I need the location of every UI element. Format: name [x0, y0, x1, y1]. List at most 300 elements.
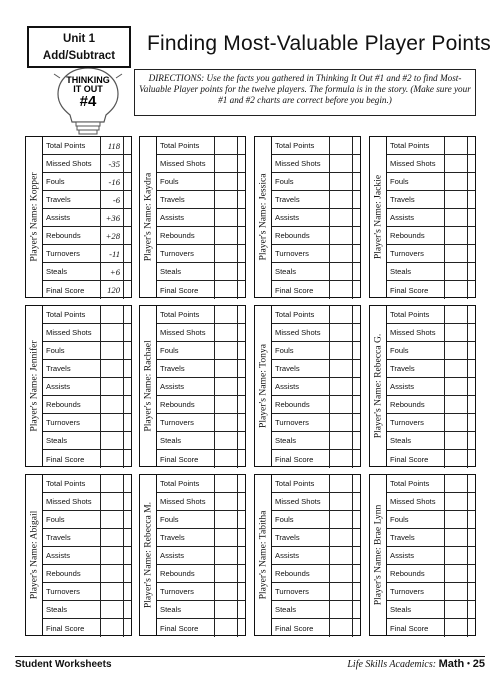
- stat-work-cell[interactable]: [468, 378, 475, 395]
- player-name-strip: [370, 475, 387, 635]
- stat-value-cell[interactable]: [215, 414, 238, 431]
- player-name: Tabitha: [257, 510, 269, 540]
- stat-work-cell[interactable]: [468, 565, 475, 582]
- player-card: [254, 305, 361, 467]
- player-card: [139, 305, 246, 467]
- stat-label: Travels: [387, 191, 445, 208]
- player-card: [254, 136, 361, 298]
- stat-work-cell[interactable]: [124, 137, 131, 154]
- stat-work-cell[interactable]: [238, 432, 245, 449]
- stat-work-cell[interactable]: [468, 281, 475, 299]
- stat-value-cell[interactable]: [101, 493, 124, 510]
- stat-label: Turnovers: [387, 414, 445, 431]
- stat-work-cell[interactable]: [353, 493, 360, 510]
- stat-value-cell[interactable]: [330, 360, 353, 377]
- stat-work-cell[interactable]: [468, 360, 475, 377]
- stat-value-cell[interactable]: [445, 619, 468, 637]
- stat-value-cell[interactable]: [101, 547, 124, 564]
- badge-text: [50, 76, 126, 109]
- stat-work-cell[interactable]: [238, 155, 245, 172]
- stat-work-cell[interactable]: [124, 511, 131, 528]
- stat-work-cell[interactable]: [468, 245, 475, 262]
- stat-row: [387, 619, 475, 637]
- stat-value-cell[interactable]: -35: [101, 155, 124, 172]
- stat-row: [43, 281, 131, 299]
- stat-label: Assists: [387, 378, 445, 395]
- stat-label: Turnovers: [43, 245, 101, 262]
- stat-label: Total Points: [387, 137, 445, 154]
- stat-value-cell[interactable]: [445, 493, 468, 510]
- stat-work-cell[interactable]: [468, 547, 475, 564]
- stat-work-cell[interactable]: [238, 281, 245, 299]
- stat-value-cell[interactable]: +6: [101, 263, 124, 280]
- player-name-prefix: Player's Name:: [28, 373, 40, 432]
- stat-work-cell[interactable]: [124, 263, 131, 280]
- stat-row: [43, 209, 131, 227]
- stat-work-cell[interactable]: [124, 475, 131, 492]
- stat-value-cell[interactable]: [215, 191, 238, 208]
- stat-value-cell[interactable]: [101, 414, 124, 431]
- stat-value-cell[interactable]: [445, 324, 468, 341]
- stat-work-cell[interactable]: [124, 583, 131, 600]
- stat-value-cell[interactable]: [215, 565, 238, 582]
- stat-value-cell[interactable]: [445, 378, 468, 395]
- stat-work-cell[interactable]: [353, 565, 360, 582]
- player-name-label: [258, 511, 269, 600]
- stat-value-cell[interactable]: [215, 360, 238, 377]
- stat-work-cell[interactable]: [353, 450, 360, 468]
- stat-label: Assists: [43, 547, 101, 564]
- stat-row: [387, 432, 475, 450]
- stat-value-cell[interactable]: [330, 173, 353, 190]
- stat-work-cell[interactable]: [468, 306, 475, 323]
- stat-label: Missed Shots: [272, 493, 330, 510]
- stat-value-cell[interactable]: [330, 227, 353, 244]
- stat-row: [157, 155, 245, 173]
- stat-row: [387, 493, 475, 511]
- stat-work-cell[interactable]: [124, 565, 131, 582]
- stat-value-cell[interactable]: [101, 511, 124, 528]
- stat-value-cell[interactable]: [445, 396, 468, 413]
- stat-work-cell[interactable]: [353, 209, 360, 226]
- stat-value-cell[interactable]: 120: [101, 281, 124, 299]
- stat-work-cell[interactable]: [468, 342, 475, 359]
- stat-work-cell[interactable]: [124, 191, 131, 208]
- stat-label: Travels: [43, 191, 101, 208]
- stat-label: Rebounds: [272, 227, 330, 244]
- stat-value-cell[interactable]: [445, 432, 468, 449]
- directions-box: DIRECTIONS: Use the facts you gathered in Thinking It Out #1 and #2 to find Most-Valuable Player points for the twelve players. The formula is in the story. (Make sure your #1 and #2 charts are correct before you begin.): [134, 69, 476, 116]
- stat-work-cell[interactable]: [124, 432, 131, 449]
- stat-work-cell[interactable]: [353, 511, 360, 528]
- stat-work-cell[interactable]: [353, 619, 360, 637]
- stat-value-cell[interactable]: [101, 324, 124, 341]
- stat-value-cell[interactable]: [330, 619, 353, 637]
- stat-work-cell[interactable]: [238, 360, 245, 377]
- stat-value-cell[interactable]: [215, 342, 238, 359]
- stat-value-cell[interactable]: [330, 450, 353, 468]
- stat-work-cell[interactable]: [468, 191, 475, 208]
- stat-value-cell[interactable]: [215, 396, 238, 413]
- stat-work-cell[interactable]: [468, 493, 475, 510]
- stat-work-cell[interactable]: [238, 324, 245, 341]
- stat-work-cell[interactable]: [124, 396, 131, 413]
- stat-value-cell[interactable]: [445, 191, 468, 208]
- stat-work-cell[interactable]: [468, 475, 475, 492]
- stat-row: [387, 173, 475, 191]
- stat-work-cell[interactable]: [468, 137, 475, 154]
- stat-work-cell[interactable]: [468, 619, 475, 637]
- stat-value-cell[interactable]: [101, 450, 124, 468]
- stat-label: Total Points: [157, 137, 215, 154]
- stat-value-cell[interactable]: [330, 245, 353, 262]
- stat-value-cell[interactable]: [330, 511, 353, 528]
- stat-row: [387, 547, 475, 565]
- thinking-it-out-badge: [50, 64, 126, 136]
- stat-row: [43, 432, 131, 450]
- stat-value-cell[interactable]: [215, 155, 238, 172]
- stat-work-cell[interactable]: [468, 450, 475, 468]
- stat-value-cell[interactable]: [445, 263, 468, 280]
- stat-work-cell[interactable]: [238, 342, 245, 359]
- stat-work-cell[interactable]: [238, 209, 245, 226]
- stat-work-cell[interactable]: [353, 601, 360, 618]
- stat-label: Assists: [157, 209, 215, 226]
- stat-value-cell[interactable]: [215, 245, 238, 262]
- stat-value-cell[interactable]: [215, 529, 238, 546]
- stat-value-cell[interactable]: [445, 529, 468, 546]
- stat-label: Rebounds: [157, 396, 215, 413]
- stat-work-cell[interactable]: [238, 245, 245, 262]
- stat-value-cell[interactable]: [330, 414, 353, 431]
- stat-work-cell[interactable]: [468, 324, 475, 341]
- stat-row: [157, 583, 245, 601]
- stat-value-cell[interactable]: [445, 360, 468, 377]
- stat-work-cell[interactable]: [353, 263, 360, 280]
- stat-label: Rebounds: [43, 227, 101, 244]
- stat-value-cell[interactable]: [215, 493, 238, 510]
- stat-value-cell[interactable]: [445, 475, 468, 492]
- stat-value-cell[interactable]: [330, 191, 353, 208]
- stat-work-cell[interactable]: [353, 227, 360, 244]
- footer-subject: Math: [438, 658, 465, 670]
- stat-work-cell[interactable]: [238, 227, 245, 244]
- stat-work-cell[interactable]: [238, 529, 245, 546]
- stat-work-cell[interactable]: [353, 475, 360, 492]
- stat-row: [272, 324, 360, 342]
- stat-work-cell[interactable]: [238, 396, 245, 413]
- player-name: Rachael: [142, 340, 154, 372]
- player-card: [139, 136, 246, 298]
- stat-work-cell[interactable]: [353, 360, 360, 377]
- stat-work-cell[interactable]: [468, 209, 475, 226]
- player-name-label: [29, 511, 40, 600]
- stat-value-cell[interactable]: [215, 547, 238, 564]
- stat-work-cell[interactable]: [238, 306, 245, 323]
- stat-work-cell[interactable]: [353, 529, 360, 546]
- stat-work-cell[interactable]: [238, 263, 245, 280]
- stat-value-cell[interactable]: [330, 306, 353, 323]
- stat-value-cell[interactable]: [215, 601, 238, 618]
- player-card: [369, 474, 476, 636]
- stat-label: Travels: [43, 360, 101, 377]
- stat-label: Total Points: [157, 306, 215, 323]
- stat-value-cell[interactable]: [330, 137, 353, 154]
- stat-work-cell[interactable]: [238, 191, 245, 208]
- stat-value-cell[interactable]: [445, 547, 468, 564]
- stat-work-cell[interactable]: [238, 475, 245, 492]
- stat-value-cell[interactable]: [445, 209, 468, 226]
- stat-work-cell[interactable]: [238, 511, 245, 528]
- stat-work-cell[interactable]: [124, 227, 131, 244]
- stat-label: Missed Shots: [272, 155, 330, 172]
- stat-work-cell[interactable]: [468, 263, 475, 280]
- stat-work-cell[interactable]: [124, 209, 131, 226]
- stat-value-cell[interactable]: +36: [101, 209, 124, 226]
- stat-label: Final Score: [272, 281, 330, 299]
- stat-work-cell[interactable]: [468, 432, 475, 449]
- stat-work-cell[interactable]: [124, 529, 131, 546]
- stat-row: [157, 511, 245, 529]
- stat-value-cell[interactable]: [445, 155, 468, 172]
- stat-work-cell[interactable]: [353, 137, 360, 154]
- stat-value-cell[interactable]: [330, 493, 353, 510]
- stat-work-cell[interactable]: [353, 281, 360, 299]
- stat-value-cell[interactable]: [215, 511, 238, 528]
- stat-work-cell[interactable]: [238, 378, 245, 395]
- stat-work-cell[interactable]: [353, 583, 360, 600]
- stat-value-cell[interactable]: [101, 475, 124, 492]
- stat-label: Turnovers: [43, 583, 101, 600]
- stat-work-cell[interactable]: [353, 245, 360, 262]
- stat-work-cell[interactable]: [238, 173, 245, 190]
- stat-value-cell[interactable]: [445, 342, 468, 359]
- stat-work-cell[interactable]: [468, 601, 475, 618]
- stat-work-cell[interactable]: [353, 432, 360, 449]
- stat-work-cell[interactable]: [353, 396, 360, 413]
- stat-value-cell[interactable]: [330, 324, 353, 341]
- stat-value-cell[interactable]: [445, 450, 468, 468]
- stat-value-cell[interactable]: [330, 209, 353, 226]
- stat-label: Steals: [43, 432, 101, 449]
- stat-work-cell[interactable]: [124, 281, 131, 299]
- stat-value-cell[interactable]: [215, 583, 238, 600]
- stat-value-cell[interactable]: [215, 209, 238, 226]
- stat-value-cell[interactable]: [215, 378, 238, 395]
- stat-work-cell[interactable]: [238, 450, 245, 468]
- stat-value-cell[interactable]: [215, 281, 238, 299]
- stat-row: [157, 565, 245, 583]
- stat-value-cell[interactable]: [445, 245, 468, 262]
- stat-value-cell[interactable]: -11: [101, 245, 124, 262]
- stat-row: [157, 360, 245, 378]
- stat-value-cell[interactable]: [215, 475, 238, 492]
- stat-value-cell[interactable]: -16: [101, 173, 124, 190]
- stat-value-cell[interactable]: [101, 360, 124, 377]
- stat-value-cell[interactable]: [330, 475, 353, 492]
- stat-work-cell[interactable]: [468, 414, 475, 431]
- stat-value-cell[interactable]: [445, 511, 468, 528]
- stat-value-cell[interactable]: [215, 306, 238, 323]
- stat-row: [387, 360, 475, 378]
- stat-value-cell[interactable]: [215, 137, 238, 154]
- stat-work-cell[interactable]: [353, 378, 360, 395]
- stat-work-cell[interactable]: [353, 306, 360, 323]
- stat-work-cell[interactable]: [238, 547, 245, 564]
- stat-label: Steals: [272, 432, 330, 449]
- stat-value-cell[interactable]: [330, 396, 353, 413]
- player-name-prefix: Player's Name:: [257, 370, 269, 429]
- stat-label: Steals: [272, 601, 330, 618]
- stat-value-cell[interactable]: [445, 227, 468, 244]
- stat-row: [43, 137, 131, 155]
- player-name: Jennifer: [28, 340, 40, 372]
- stat-work-cell[interactable]: [124, 306, 131, 323]
- stat-value-cell[interactable]: [101, 583, 124, 600]
- stat-label: Final Score: [157, 450, 215, 468]
- stat-value-cell[interactable]: [445, 601, 468, 618]
- stat-row: [157, 378, 245, 396]
- stat-row: [272, 511, 360, 529]
- stat-work-cell[interactable]: [468, 396, 475, 413]
- stat-work-cell[interactable]: [124, 360, 131, 377]
- stat-value-cell[interactable]: [330, 529, 353, 546]
- stat-row: [43, 493, 131, 511]
- stat-work-cell[interactable]: [124, 601, 131, 618]
- stat-value-cell[interactable]: [330, 155, 353, 172]
- stat-value-cell[interactable]: [330, 342, 353, 359]
- stat-value-cell[interactable]: [445, 583, 468, 600]
- stat-value-cell[interactable]: +28: [101, 227, 124, 244]
- stat-value-cell[interactable]: [215, 324, 238, 341]
- stat-work-cell[interactable]: [468, 529, 475, 546]
- stat-work-cell[interactable]: [468, 511, 475, 528]
- stat-row: [387, 450, 475, 468]
- stat-work-cell[interactable]: [124, 414, 131, 431]
- stat-work-cell[interactable]: [353, 155, 360, 172]
- stat-work-cell[interactable]: [124, 493, 131, 510]
- stat-label: Final Score: [157, 281, 215, 299]
- stat-row: [387, 306, 475, 324]
- stat-work-cell[interactable]: [353, 324, 360, 341]
- stat-value-cell[interactable]: [215, 432, 238, 449]
- stat-row: [272, 414, 360, 432]
- stat-label: Steals: [387, 601, 445, 618]
- stat-value-cell[interactable]: [330, 263, 353, 280]
- stat-value-cell[interactable]: 118: [101, 137, 124, 154]
- stat-value-cell[interactable]: [445, 565, 468, 582]
- stat-label: Steals: [43, 601, 101, 618]
- stat-work-cell[interactable]: [124, 342, 131, 359]
- stat-label: Final Score: [387, 281, 445, 299]
- stat-work-cell[interactable]: [238, 583, 245, 600]
- stat-work-cell[interactable]: [468, 227, 475, 244]
- stat-label: Assists: [272, 547, 330, 564]
- stat-work-cell[interactable]: [124, 378, 131, 395]
- player-name: Rebecca G.: [372, 333, 384, 378]
- stat-work-cell[interactable]: [124, 245, 131, 262]
- stat-value-cell[interactable]: [101, 565, 124, 582]
- stat-work-cell[interactable]: [124, 619, 131, 637]
- stat-work-cell[interactable]: [238, 137, 245, 154]
- stat-work-cell[interactable]: [353, 547, 360, 564]
- stat-value-cell[interactable]: [101, 529, 124, 546]
- stat-work-cell[interactable]: [124, 324, 131, 341]
- stat-value-cell[interactable]: [215, 173, 238, 190]
- stat-value-cell[interactable]: [330, 583, 353, 600]
- stat-work-cell[interactable]: [124, 155, 131, 172]
- stat-row: [387, 137, 475, 155]
- stat-work-cell[interactable]: [353, 173, 360, 190]
- stat-value-cell[interactable]: [330, 601, 353, 618]
- stat-value-cell[interactable]: [330, 432, 353, 449]
- stat-value-cell[interactable]: [445, 281, 468, 299]
- stat-work-cell[interactable]: [353, 414, 360, 431]
- stat-work-cell[interactable]: [468, 583, 475, 600]
- stat-row: [43, 155, 131, 173]
- stat-value-cell[interactable]: [445, 414, 468, 431]
- stat-value-cell[interactable]: [101, 396, 124, 413]
- stat-value-cell[interactable]: [215, 227, 238, 244]
- player-card: [254, 474, 361, 636]
- player-name-prefix: Player's Name:: [28, 541, 40, 600]
- stat-row: [272, 601, 360, 619]
- stat-value-cell[interactable]: [101, 378, 124, 395]
- stat-work-cell[interactable]: [238, 493, 245, 510]
- stat-work-cell[interactable]: [353, 191, 360, 208]
- stat-value-cell[interactable]: [445, 173, 468, 190]
- stat-work-cell[interactable]: [468, 173, 475, 190]
- stat-work-cell[interactable]: [353, 342, 360, 359]
- unit-number: Unit 1: [63, 33, 95, 45]
- stat-value-cell[interactable]: [101, 432, 124, 449]
- stat-value-cell[interactable]: [330, 378, 353, 395]
- player-name-prefix: Player's Name:: [28, 203, 40, 262]
- stat-value-cell[interactable]: [445, 137, 468, 154]
- stat-value-cell[interactable]: [101, 601, 124, 618]
- stat-row: [43, 414, 131, 432]
- stat-work-cell[interactable]: [124, 547, 131, 564]
- stat-value-cell[interactable]: [215, 263, 238, 280]
- stat-value-cell[interactable]: [101, 342, 124, 359]
- stat-work-cell[interactable]: [238, 601, 245, 618]
- stat-work-cell[interactable]: [238, 565, 245, 582]
- stat-row: [272, 281, 360, 299]
- stat-work-cell[interactable]: [238, 414, 245, 431]
- stat-work-cell[interactable]: [124, 173, 131, 190]
- stat-value-cell[interactable]: -6: [101, 191, 124, 208]
- stat-value-cell[interactable]: [330, 547, 353, 564]
- stat-value-cell[interactable]: [330, 281, 353, 299]
- stat-value-cell[interactable]: [215, 619, 238, 637]
- stat-row: [387, 245, 475, 263]
- stat-row: [43, 324, 131, 342]
- player-name-label: [258, 344, 269, 428]
- stat-work-cell[interactable]: [238, 619, 245, 637]
- stat-value-cell[interactable]: [215, 450, 238, 468]
- stat-value-cell[interactable]: [101, 619, 124, 637]
- stat-work-cell[interactable]: [124, 450, 131, 468]
- stat-value-cell[interactable]: [330, 565, 353, 582]
- stat-label: Total Points: [272, 137, 330, 154]
- stat-row: [387, 342, 475, 360]
- stat-value-cell[interactable]: [101, 306, 124, 323]
- stat-value-cell[interactable]: [445, 306, 468, 323]
- stat-label: Rebounds: [43, 396, 101, 413]
- player-card: [25, 474, 132, 636]
- stat-work-cell[interactable]: [468, 155, 475, 172]
- stat-row: [272, 155, 360, 173]
